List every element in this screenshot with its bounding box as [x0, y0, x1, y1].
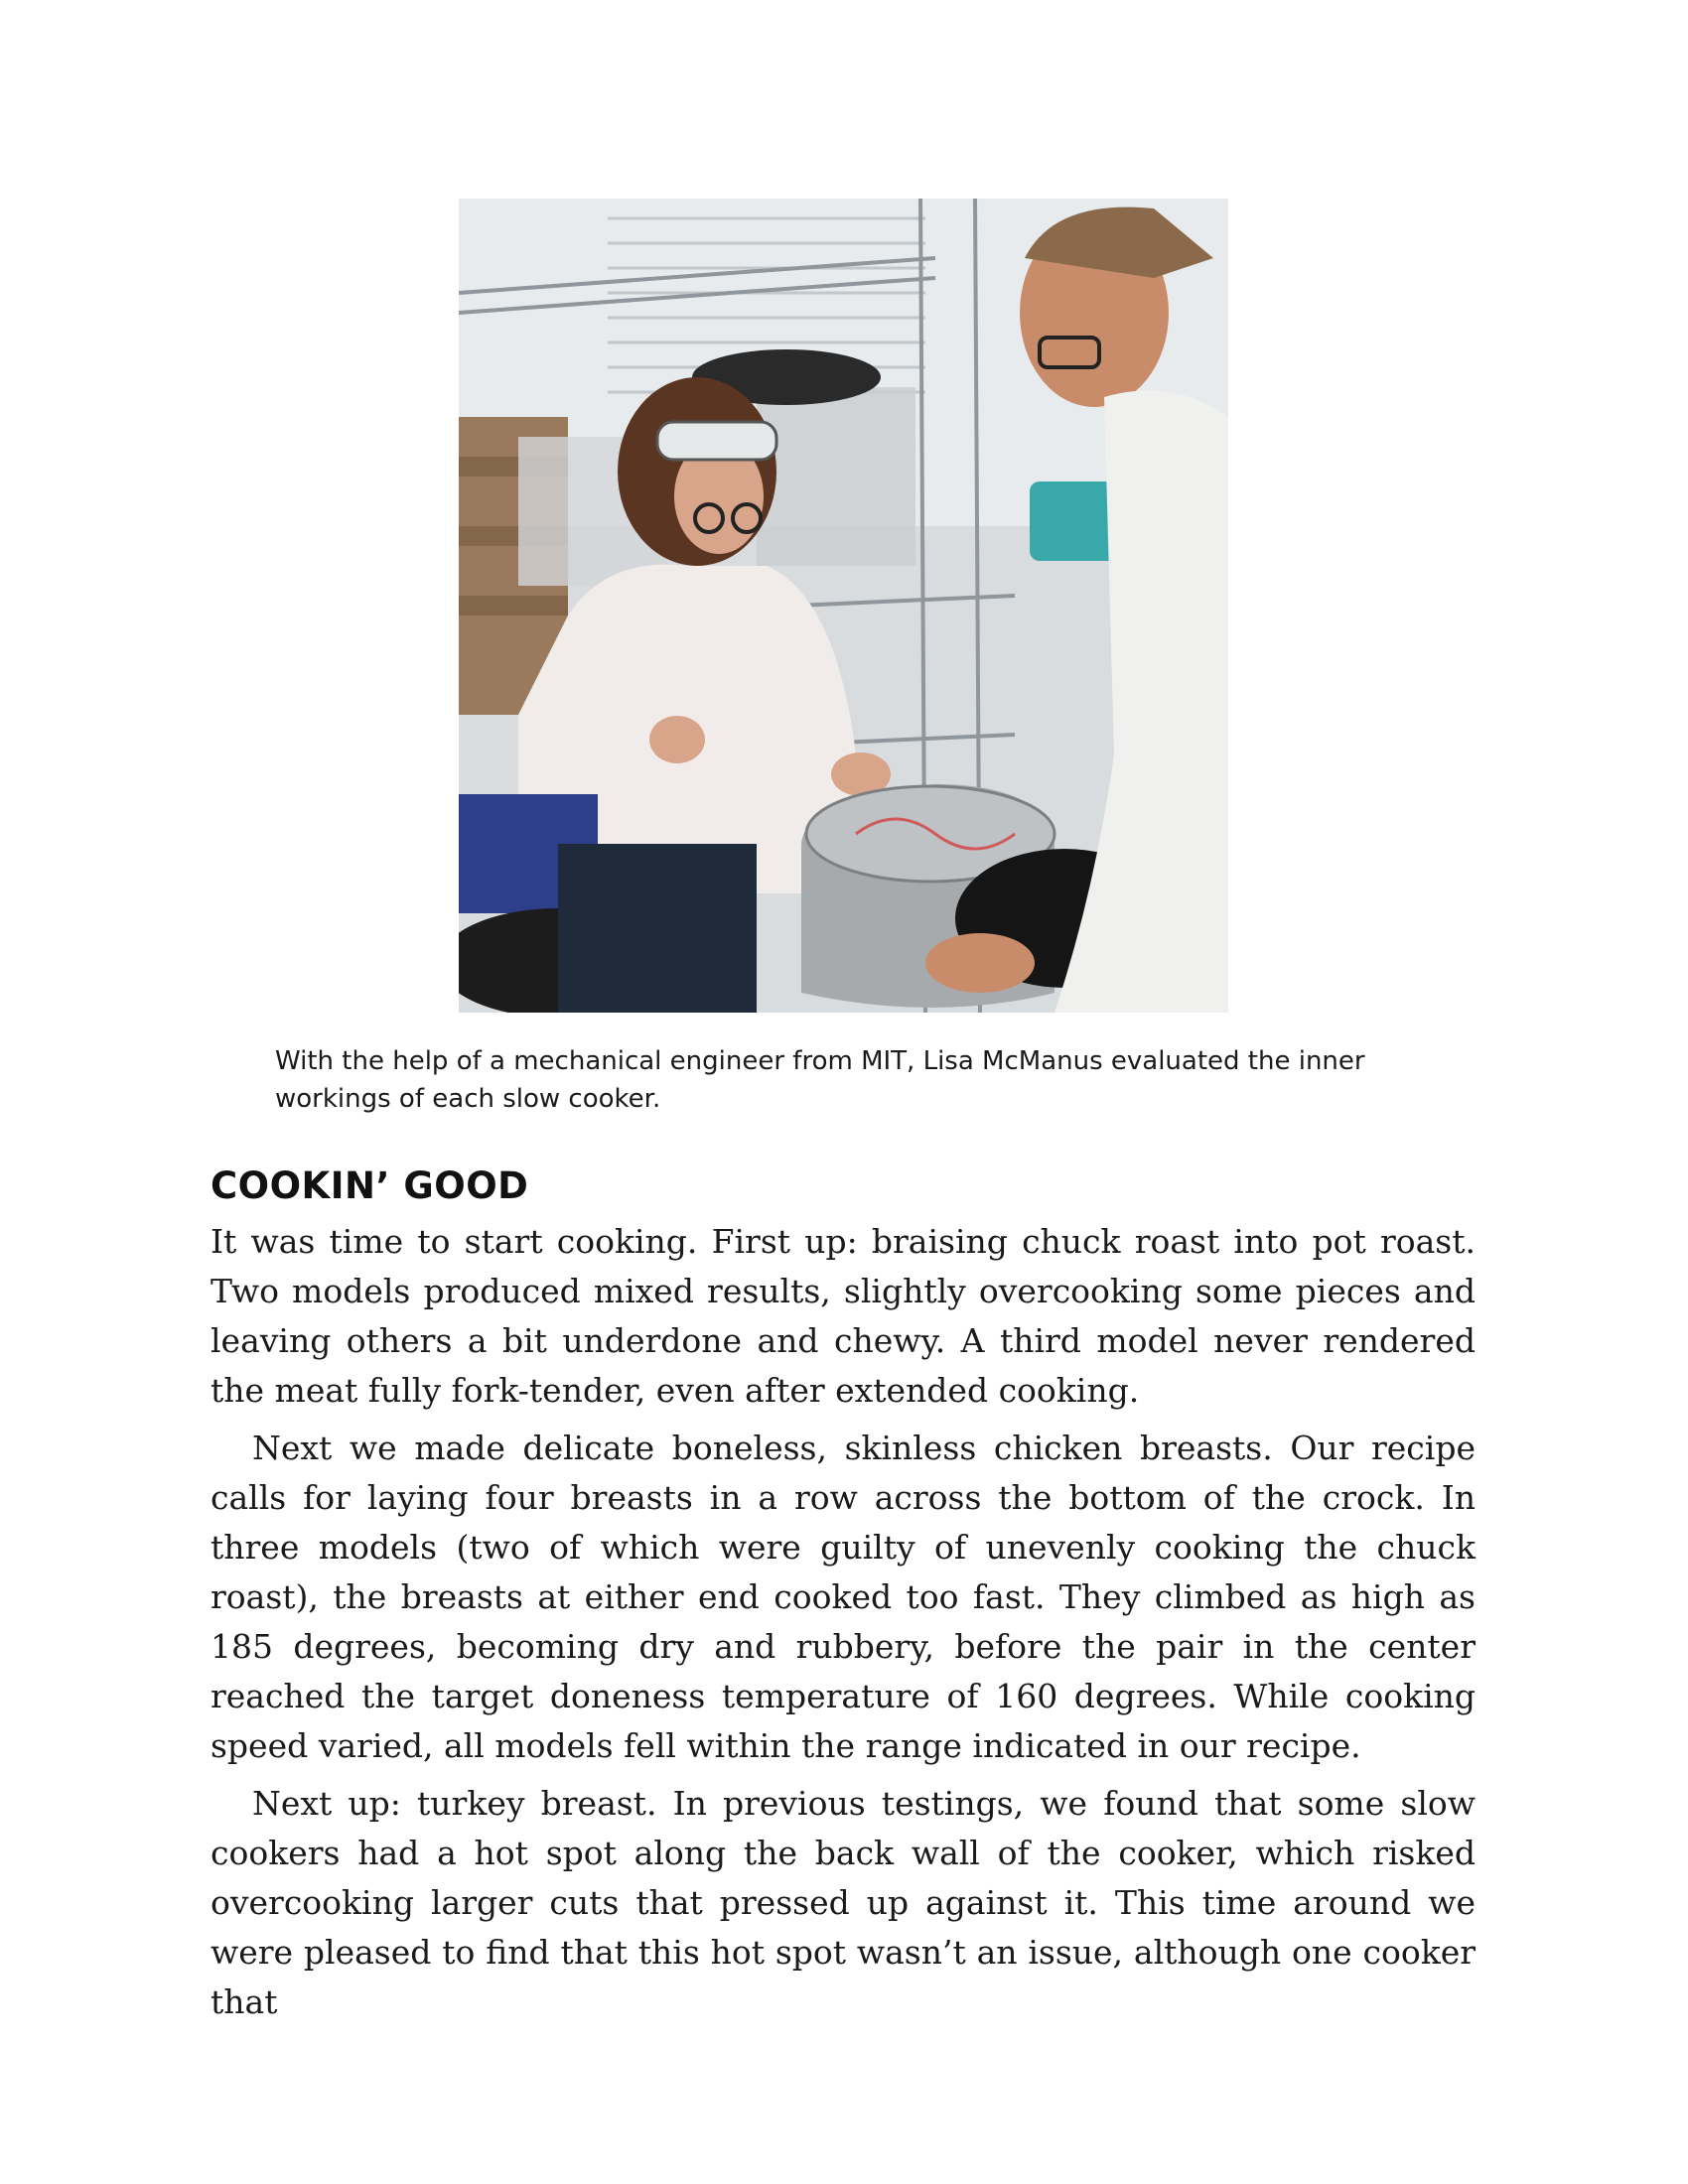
paragraph: Next up: turkey breast. In previous testings, we found that some slow cookers had a hot spot along the back wall of the cooker, which risked overcooking larger cuts that pressed up against it. This time around we were pleased to find that this hot spot wasn’t an issue, although one cooker that — [211, 1784, 1476, 2021]
section-heading: COOKIN’ GOOD — [211, 1164, 529, 1207]
lab-photo — [459, 199, 1228, 1013]
section-body — [211, 1217, 1476, 2035]
paragraph: It was time to start cooking. First up: braising chuck roast into pot roast. Two models produced mixed results, slightly overcooking some pieces and leaving others a bit underdone and chewy. A third model never rendered the meat fully fork-tender, even after extended cooking. — [211, 1222, 1476, 1410]
paragraph: Next we made delicate boneless, skinless chicken breasts. Our recipe calls for laying four breasts in a row across the bottom of the crock. In three models (two of which were guilty of unevenly cooking the chuck roast), the breasts at either end cooked too fast. They climbed as high as 185 degrees, becoming dry and rubbery, before the pair in the center reached the target doneness temperature of 160 degrees. While cooking speed varied, all models fell within the range indicated in our recipe. — [211, 1429, 1476, 1765]
figure-caption: With the help of a mechanical engineer from MIT, Lisa McManus evaluated the inner workings of each slow cooker. — [275, 1046, 1365, 1114]
